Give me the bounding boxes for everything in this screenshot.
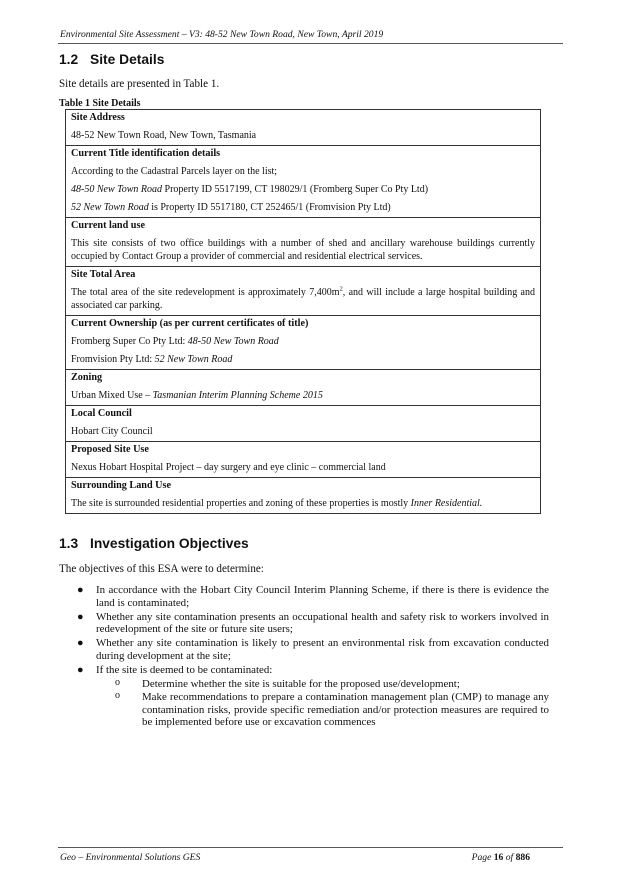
list-item-text: Make recommendations to prepare a contamination management plan (CMP) to manage any contamination risks, provide specific remediation and/or protection measures are required to be implemented before use or excavation commences [142,691,549,728]
page-of: of [503,852,516,863]
list-item-text: If the site is deemed to be contaminated: [96,663,273,676]
owner-address: 52 New Town Road [154,354,233,365]
site-details-table [65,109,541,514]
hollow-bullet-icon: o [115,690,120,701]
bullet-icon: ● [77,584,84,596]
hollow-bullet-icon: o [115,676,120,688]
list-item [77,664,549,677]
owner-name: Fromvision Pty Ltd: [71,354,155,365]
bullet-icon: ● [77,610,84,623]
zoning-text: Urban Mixed Use – [71,390,153,401]
title-text: Property ID 5517199, CT 198029/1 (Fromberg Super Co Pty Ltd) [162,184,429,195]
list-item-text: Whether any site contamination is likely to present an environmental risk from excavation conducted during development at the site; [96,637,549,662]
title-line-48-50 [71,183,535,196]
section-number: 1.2 [59,52,79,67]
area-text: The total area of the site redevelopment is approximately 7,400m [71,287,340,298]
table-section-land-use [66,217,540,266]
site-details-intro: Site details are presented in Table 1. [59,78,220,90]
section-title: Site Details [90,52,165,67]
table-section-proposed-use [66,441,540,477]
footer-rule [58,847,563,848]
section-label: Zoning [71,372,103,383]
list-item-text: Whether any site contamination presents an occupational health and safety risk to workers involved in redevelopment of the site or future site users; [96,610,549,635]
zoning-scheme: Tasmanian Interim Planning Scheme 2015 [152,390,323,401]
section-value: Nexus Hobart Hospital Project – day surgery and eye clinic – commercial land [71,462,386,473]
title-text: is Property ID 5517180, CT 252465/1 (Fromvision Pty Ltd) [148,202,391,213]
section-value: This site consists of two office buildings with a number of shed and ancillary warehouse buildings currently occupied by Contact Group a provider of commercial and residential electrical services. [71,238,535,262]
area-superscript: 2 [339,285,343,293]
section-value [71,389,535,402]
section-value [71,497,535,510]
table-section-local-council [66,405,540,441]
address-italic: 52 New Town Road [71,202,149,213]
area-text-rest: , and will include a large hospital building and associated car parking. [71,287,535,311]
list-item [77,637,549,662]
running-header: Environmental Site Assessment – V3: 48-52 New Town Road, New Town, April 2019 [60,29,384,40]
table-section-zoning [66,369,540,405]
owner-address: 48-50 New Town Road [187,336,279,347]
bullet-icon: ● [77,663,84,676]
section-number: 1.3 [59,536,79,551]
section-value: According to the Cadastral Parcels layer on the list; [71,166,278,177]
list-item [77,584,549,609]
table-caption: Table 1 Site Details [59,98,141,109]
title-line-52 [71,201,535,214]
section-value: 48-52 New Town Road, New Town, Tasmania [71,130,257,141]
owner-line-fromberg [71,335,535,348]
section-label: Current Ownership (as per current certificates of title) [71,318,309,329]
section-label: Site Total Area [71,269,136,280]
section-label: Proposed Site Use [71,444,149,455]
table-section-ownership [66,315,540,369]
table-section-site-address [66,110,540,145]
section-heading-investigation-objectives [59,536,249,551]
page-current: 16 [493,852,504,863]
list-item-text: Determine whether the site is suitable for the proposed use/development; [142,677,460,690]
table-section-title-details [66,145,540,217]
section-value: Hobart City Council [71,426,153,437]
section-label: Site Address [71,112,125,123]
list-item-text: In accordance with the Hobart City Council Interim Planning Scheme, if there is there is evidence the land is contaminated; [96,584,549,609]
section-heading-site-details [59,52,164,67]
page-label: Page [471,852,494,863]
section-title: Investigation Objectives [90,536,249,551]
footer-page-number [472,852,530,863]
page-total: 886 [515,852,530,863]
section-value [71,286,535,312]
sub-list-item [77,678,549,691]
section-label: Current Title identification details [71,148,221,159]
table-section-surrounding-use [66,477,540,513]
section-label: Current land use [71,220,145,231]
address-italic: 48-50 New Town Road [71,184,163,195]
header-rule [58,43,563,44]
list-item [77,611,549,636]
objectives-intro: The objectives of this ESA were to determine: [59,563,264,575]
surrounding-text: The site is surrounded residential properties and zoning of these properties is mostly [71,498,411,509]
objectives-list [77,584,549,730]
owner-name: Fromberg Super Co Pty Ltd: [71,336,188,347]
surrounding-zone: Inner Residential. [410,498,483,509]
section-label: Surrounding Land Use [71,480,172,491]
sub-list-item [77,691,549,729]
bullet-icon: ● [77,637,84,649]
footer-company: Geo – Environmental Solutions GES [60,852,201,863]
table-section-total-area [66,266,540,315]
owner-line-fromvision [71,353,535,366]
section-label: Local Council [71,408,132,419]
